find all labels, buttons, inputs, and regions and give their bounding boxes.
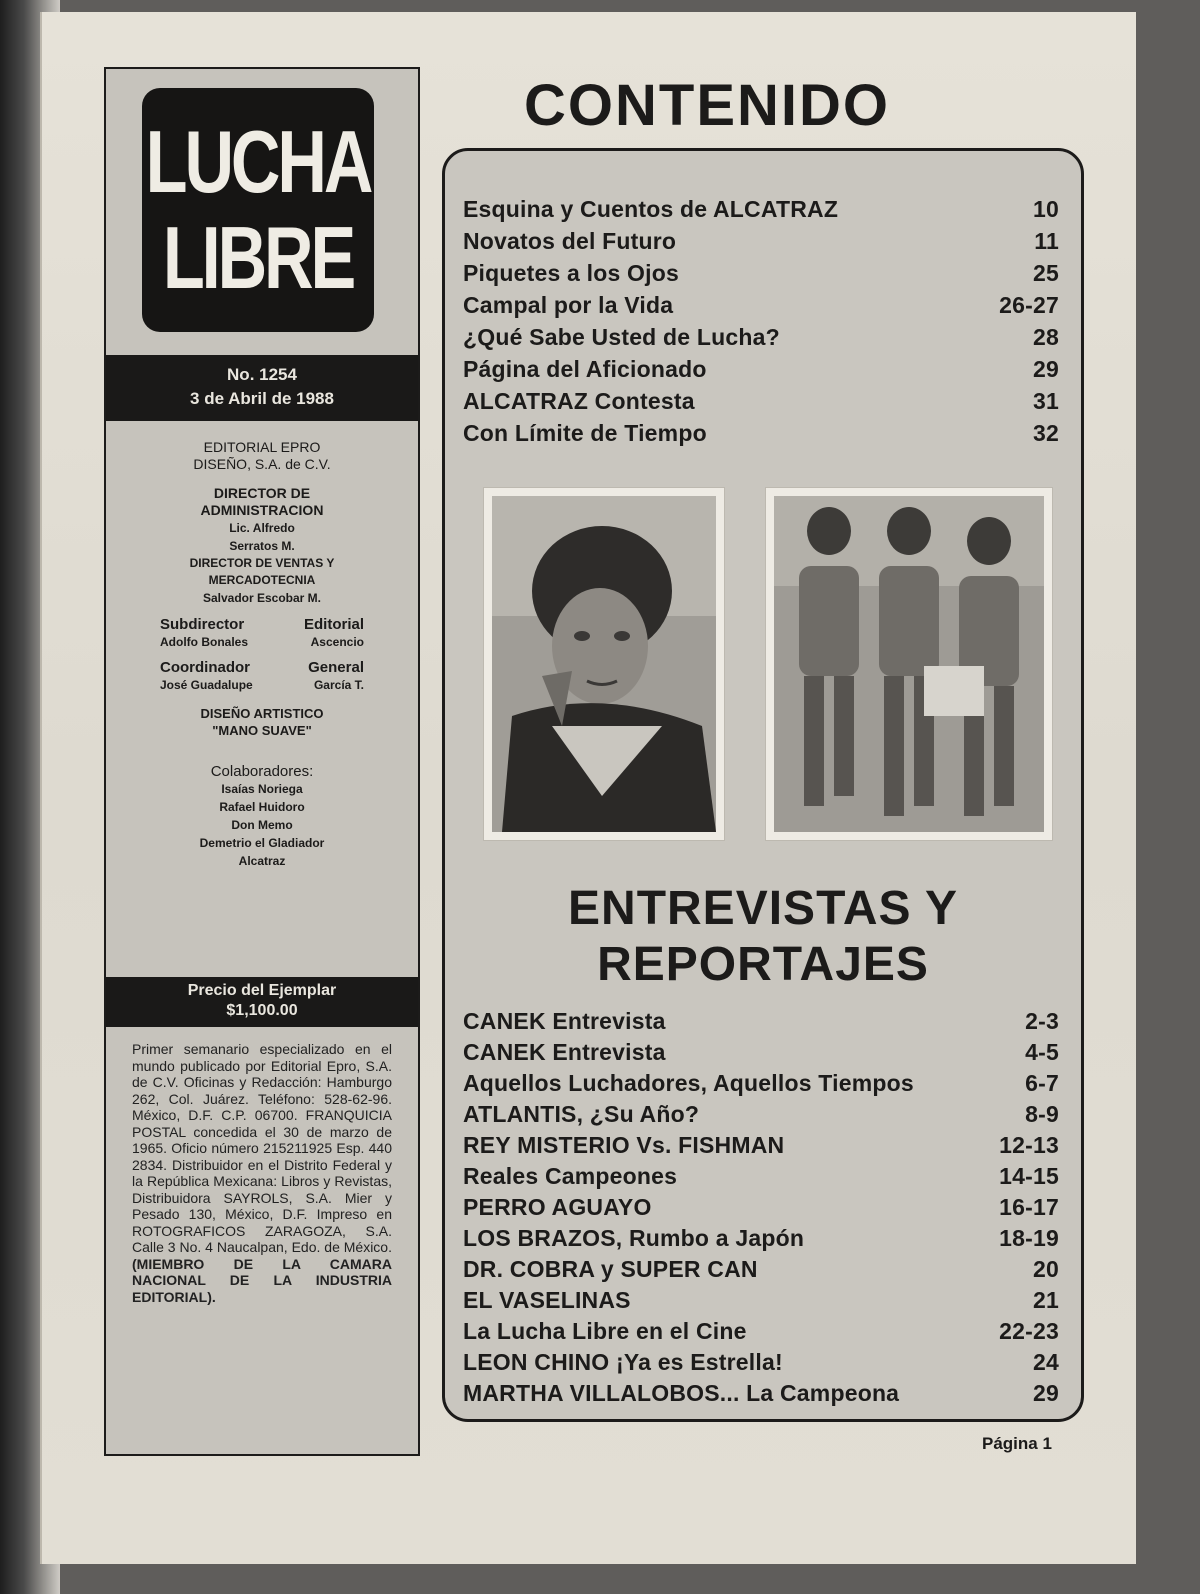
page-number: Página 1: [982, 1434, 1052, 1453]
collaborator-3: Don Memo: [231, 818, 293, 832]
item-title: Campal por la Vida: [463, 292, 674, 318]
item-title: MARTHA VILLALOBOS... La Campeona: [463, 1380, 900, 1406]
item-page: 20: [1033, 1256, 1059, 1282]
list-item: [463, 1378, 1059, 1409]
item-page: 2-3: [1025, 1008, 1059, 1034]
collaborator-4: Demetrio el Gladiador: [199, 836, 325, 850]
legal-notice: [106, 1027, 418, 1305]
item-title: ATLANTIS, ¿Su Año?: [463, 1101, 700, 1127]
admin-name-2: Serratos M.: [229, 539, 295, 553]
item-title: REY MISTERIO Vs. FISHMAN: [463, 1132, 785, 1158]
list-item: [463, 1130, 1059, 1161]
logo-line-1: LUCHA: [145, 112, 371, 211]
list-item: [463, 289, 1059, 321]
list-item: [463, 1347, 1059, 1378]
item-page: 31: [1033, 388, 1059, 414]
coordinator-right: General: [308, 659, 364, 676]
item-title: CANEK Entrevista: [463, 1008, 666, 1034]
price-band: [106, 977, 418, 1027]
collaborator-2: Rafael Huidoro: [219, 800, 305, 814]
item-page: 21: [1033, 1287, 1059, 1313]
photos-row: [483, 487, 1059, 839]
coordinator-name-left: José Guadalupe: [160, 678, 253, 692]
lucha-libre-logo: [142, 88, 374, 332]
price-value: $1,100.00: [226, 1002, 298, 1019]
coordinator-name-right: García T.: [313, 678, 364, 692]
legal-member: (MIEMBRO DE LA CAMARA NACIONAL DE LA INDUSTRIA EDITORIAL).: [132, 1255, 392, 1305]
item-title: PERRO AGUAYO: [463, 1194, 652, 1220]
interviews-title-line-2: REPORTAJES: [597, 938, 929, 991]
coordinator-name-row: [112, 677, 412, 693]
item-page: 22-23: [999, 1318, 1059, 1344]
item-page: 28: [1033, 324, 1059, 350]
issue-date: 3 de Abril de 1988: [190, 389, 334, 408]
item-page: 26-27: [999, 292, 1059, 318]
list-item: [463, 1161, 1059, 1192]
item-page: 12-13: [999, 1132, 1059, 1158]
list-item: [463, 1223, 1059, 1254]
item-title: LEON CHINO ¡Ya es Estrella!: [463, 1349, 783, 1375]
magazine-page: [40, 12, 1136, 1564]
list-item: [463, 1068, 1059, 1099]
interviews-title: [445, 881, 1081, 993]
portrait-photo: [483, 487, 725, 841]
issue-number: No. 1254: [227, 365, 297, 384]
item-page: 6-7: [1025, 1070, 1059, 1096]
list-item: [463, 321, 1059, 353]
publisher-line-2: DISEÑO, S.A. de C.V.: [193, 456, 331, 472]
art-name: "MANO SUAVE": [212, 723, 312, 738]
admin-name-1: Lic. Alfredo: [229, 521, 295, 535]
item-title: DR. COBRA y SUPER CAN: [463, 1256, 758, 1282]
item-page: 32: [1033, 420, 1059, 446]
item-page: 29: [1033, 356, 1059, 382]
contents-title: CONTENIDO: [524, 73, 890, 138]
item-title: Página del Aficionado: [463, 356, 707, 382]
item-title: LOS BRAZOS, Rumbo a Japón: [463, 1225, 805, 1251]
issue-band: [106, 355, 418, 421]
item-page: 14-15: [999, 1163, 1059, 1189]
subdirector-left: Subdirector: [160, 616, 245, 633]
list-item: [463, 1192, 1059, 1223]
portrait-photo-image: [492, 496, 716, 832]
subdirector-name-left: Adolfo Bonales: [160, 635, 249, 649]
subdirector-name-right: Ascencio: [310, 635, 364, 649]
sales-name: Salvador Escobar M.: [202, 591, 322, 605]
subdirector-name-row: [112, 634, 412, 650]
three-wrestlers-photo-image: [774, 496, 1044, 832]
item-title: La Lucha Libre en el Cine: [463, 1318, 747, 1344]
item-page: 18-19: [999, 1225, 1059, 1251]
item-title: Esquina y Cuentos de ALCATRAZ: [463, 196, 839, 222]
sales-title-2: MERCADOTECNIA: [208, 573, 316, 587]
coordinator-row: [112, 658, 412, 677]
sections-list: [463, 193, 1059, 449]
item-page: 25: [1033, 260, 1059, 286]
list-item: [463, 193, 1059, 225]
subdirector-right: Editorial: [303, 616, 364, 633]
legal-body: Primer semanario especializado en el mundo publicado por Editorial Epro, S.A. de C.V. Oficinas y Redacción: Hamburgo 262, Col. Juárez. Teléfono: 528-62-96. México, D.F. C.P. 06700. FRANQUICIA POSTAL concedida el 30 de marzo de 1965. Oficio número 215211925 Esp. 440 2834. Distribuidor en el Distrito Federal y la República Mexicana: Libros y Revistas, Distribuidora SAYROLS, S.A. Mier y Pesado 130, México, D.F. Impreso en ROTOGRAFICOS ZARAGOZA, S.A. Calle 3 No. 4 Naucalpan, Edo. de México.: [132, 1041, 392, 1255]
interviews-list: [463, 1006, 1059, 1409]
list-item: [463, 1254, 1059, 1285]
list-item: [463, 417, 1059, 449]
subdirector-row: [112, 615, 412, 634]
item-page: 10: [1033, 196, 1059, 222]
list-item: [463, 1037, 1059, 1068]
publisher-line-1: EDITORIAL EPRO: [203, 439, 321, 455]
list-item: [463, 225, 1059, 257]
logo-area: [106, 69, 418, 355]
collaborators-title: Colaboradores:: [210, 763, 314, 780]
item-page: 11: [1034, 228, 1059, 254]
list-item: [463, 353, 1059, 385]
item-page: 29: [1033, 1380, 1059, 1406]
item-title: ALCATRAZ Contesta: [463, 388, 695, 414]
admin-title-1: DIRECTOR DE: [213, 485, 311, 501]
list-item: [463, 1316, 1059, 1347]
sales-title-1: DIRECTOR DE VENTAS Y: [189, 556, 335, 570]
item-page: 8-9: [1025, 1101, 1059, 1127]
item-title: Aquellos Luchadores, Aquellos Tiempos: [463, 1070, 914, 1096]
item-page: 16-17: [999, 1194, 1059, 1220]
price-label: Precio del Ejemplar: [187, 982, 337, 999]
credits-block: [106, 421, 418, 977]
item-title: Con Límite de Tiempo: [463, 420, 707, 446]
item-page: 4-5: [1025, 1039, 1059, 1065]
interviews-title-line-1: ENTREVISTAS Y: [568, 882, 958, 935]
item-title: Novatos del Futuro: [463, 228, 677, 254]
list-item: [463, 385, 1059, 417]
art-title: DISEÑO ARTISTICO: [200, 706, 324, 721]
item-title: EL VASELINAS: [463, 1287, 631, 1313]
item-title: Piquetes a los Ojos: [463, 260, 679, 286]
item-page: 24: [1033, 1349, 1059, 1375]
three-wrestlers-photo: [765, 487, 1053, 841]
collaborator-5: Alcatraz: [238, 854, 286, 868]
list-item: [463, 1285, 1059, 1316]
contents-panel: [442, 148, 1084, 1422]
admin-title-2: ADMINISTRACION: [200, 502, 324, 518]
logo-line-2: LIBRE: [162, 208, 354, 307]
item-title: Reales Campeones: [463, 1163, 678, 1189]
item-title: CANEK Entrevista: [463, 1039, 666, 1065]
item-title: ¿Qué Sabe Usted de Lucha?: [463, 324, 780, 350]
list-item: [463, 1006, 1059, 1037]
masthead-column: [104, 67, 420, 1456]
coordinator-left: Coordinador: [160, 659, 250, 676]
list-item: [463, 1099, 1059, 1130]
list-item: [463, 257, 1059, 289]
collaborator-1: Isaías Noriega: [221, 782, 303, 796]
